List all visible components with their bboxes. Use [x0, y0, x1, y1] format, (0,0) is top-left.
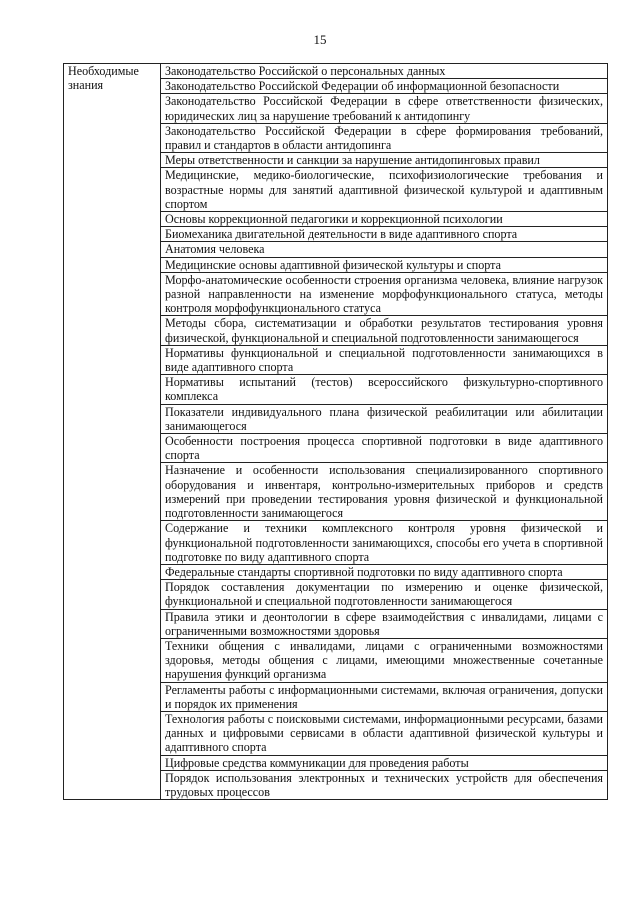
knowledge-item: Морфо-анатомические особенности строения организма человека, влияние нагрузок разной направленности на изменение морфофункционального статуса, методы контроля морфофункционального статуса [161, 272, 608, 316]
knowledge-item: Назначение и особенности использования специализированного спортивного оборудования и инвентаря, контрольно-измерительных приборов и средств измерений при проведении тестирования уровня физической и функциональной подготовленности занимающегося [161, 463, 608, 521]
knowledge-item: Нормативы функциональной и специальной подготовленности занимающихся в виде адаптивного спорта [161, 345, 608, 374]
knowledge-item: Техники общения с инвалидами, лицами с ограниченными возможностями здоровья, методы общения с лицами, имеющими множественные сочетанные нарушения функций организма [161, 638, 608, 682]
knowledge-item: Методы сбора, систематизации и обработки результатов тестирования уровня физической, функциональной и специальной подготовленности занимающегося [161, 316, 608, 345]
knowledge-item: Цифровые средства коммуникации для проведения работы [161, 755, 608, 770]
knowledge-item: Порядок составления документации по измерению и оценке физической, функциональной и специальной подготовленности занимающегося [161, 580, 608, 609]
knowledge-item: Регламенты работы с информационными системами, включая ограничения, допуски и порядок их применения [161, 682, 608, 711]
knowledge-item: Медицинские основы адаптивной физической культуры и спорта [161, 257, 608, 272]
knowledge-item: Порядок использования электронных и технических устройств для обеспечения трудовых процессов [161, 770, 608, 799]
page-number: 15 [313, 32, 327, 47]
section-label: Необходимые знания [64, 64, 161, 800]
knowledge-item: Меры ответственности и санкции за нарушение антидопинговых правил [161, 153, 608, 168]
knowledge-item: Содержание и техники комплексного контроля уровня физической и функциональной подготовленности занимающихся, способы его учета в спортивной подготовке по виду адаптивного спорта [161, 521, 608, 565]
knowledge-item: Биомеханика двигательной деятельности в виде адаптивного спорта [161, 227, 608, 242]
knowledge-item: Основы коррекционной педагогики и коррекционной психологии [161, 212, 608, 227]
knowledge-item: Технология работы с поисковыми системами, информационными ресурсами, базами данных и цифровыми сервисами в области адаптивной физической культуры и адаптивного спорта [161, 711, 608, 755]
knowledge-table [63, 63, 608, 800]
knowledge-item: Нормативы испытаний (тестов) всероссийского физкультурно-спортивного комплекса [161, 375, 608, 404]
knowledge-item: Законодательство Российской Федерации об информационной безопасности [161, 79, 608, 94]
knowledge-item: Показатели индивидуального плана физической реабилитации или абилитации занимающегося [161, 404, 608, 433]
knowledge-item: Анатомия человека [161, 242, 608, 257]
knowledge-item: Законодательство Российской Федерации в сфере формирования требований, правил и стандартов в области антидопинга [161, 123, 608, 152]
knowledge-item: Правила этики и деонтологии в сфере взаимодействия с инвалидами, лицами с ограниченными возможностями здоровья [161, 609, 608, 638]
knowledge-item: Особенности построения процесса спортивной подготовки в виде адаптивного спорта [161, 434, 608, 463]
knowledge-item: Федеральные стандарты спортивной подготовки по виду адаптивного спорта [161, 564, 608, 579]
knowledge-item: Медицинские, медико-биологические, психофизиологические требования и возрастные нормы для занятий адаптивной физической культурой и адаптивным спортом [161, 168, 608, 212]
knowledge-item: Законодательство Российской Федерации в сфере ответственности физических, юридических лиц за нарушение требований к антидопингу [161, 94, 608, 123]
table-row [64, 64, 608, 79]
knowledge-item: Законодательство Российской о персональных данных [161, 64, 608, 79]
knowledge-table-body [64, 64, 608, 800]
